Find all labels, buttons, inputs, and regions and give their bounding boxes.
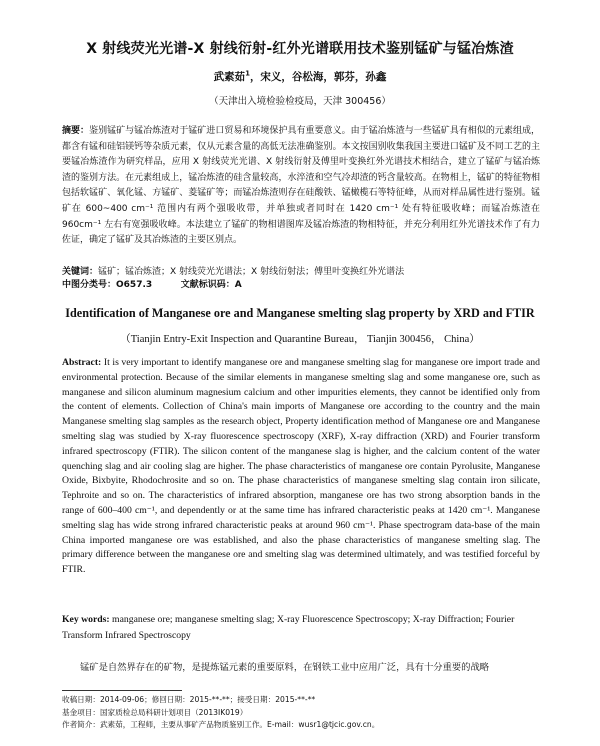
chinese-title: X 射线荧光光谱-X 射线衍射-红外光谱联用技术鉴别锰矿与锰冶炼渣 <box>86 41 514 57</box>
author-list <box>0 69 600 84</box>
author-affiliation-mark: 1 <box>245 69 250 78</box>
chinese-affiliation: （天津出入境检验检疫局，天津 300456） <box>209 96 391 107</box>
english-title: Identification of Manganese ore and Manganese smelting slag property by XRD and FTIR <box>65 306 535 320</box>
co-authors: ，宋义，谷松海，郭芬，孙鑫 <box>249 71 387 83</box>
chinese-keywords-text: 锰矿；锰冶炼渣；X 射线荧光光谱法；X 射线衍射法；傅里叶变换红外光谱法 <box>98 267 405 277</box>
doc-code-value: A <box>234 280 242 290</box>
introduction-paragraph <box>62 660 540 675</box>
introduction-text: 锰矿是自然界存在的矿物，是提炼锰元素的重要原料，在钢铁工业中应用广泛，具有十分重要的战略 <box>80 662 490 673</box>
doc-code-label: 文献标识码： <box>180 280 235 290</box>
classification-line <box>62 278 540 293</box>
english-abstract-label: Abstract: <box>62 357 102 368</box>
class-number-value: O657.3 <box>116 280 153 290</box>
english-keywords-label: Key words: <box>62 614 110 625</box>
footnote-dates: 收稿日期：2014-09-06；修回日期：2015-**-**；接受日期：2015-**-** <box>62 695 316 704</box>
english-abstract <box>62 356 540 578</box>
english-keywords-text: manganese ore; manganese smelting slag; X-ray Fluorescence Spectroscopy; X-ray Diffraction; Fourier Transform Infrared Spectroscopy <box>62 614 515 641</box>
footnote-author: 作者简介：武素茹，工程师，主要从事矿产品物质鉴别工作。E-mail：wusr1@tjcic.gov.cn。 <box>62 720 380 729</box>
english-affiliation: （Tianjin Entry-Exit Inspection and Quarantine Bureau， Tianjin 300456， China） <box>120 334 480 345</box>
footnote-fund: 基金项目：国家质检总局科研计划项目（2013IK019） <box>62 707 248 717</box>
english-abstract-text: It is very important to identify manganese ore and manganese smelting slag for manganese ore import trade and environmental protection. Because of the similar elements in manganese smelting slag and some manganese ore, such as manganese and silicon aluminum magnesium calcium and other impurities elements, they cannot be identified only from the content of elements. Collection of China's main imports of Manganese ore according to the country and the main Manganese smelting slag samples as the research object, Property identification method of Manganese ore and Manganese smelting slag was studied by X-ray fluorescence spectroscopy (XRF), X-ray diffraction (XRD) and Fourier transform infrared spectroscopy (FTIR). The silicon content of the manganese slag is higher, and the calcium content of the water quenching slag and air cooling slag are higher. The phase characteristics of manganese ore contain Pyrolusite, Manganese Oxide, Bixbyite, Rhodochrosite and so on. The phase characteristics of manganese smelting slag contain iron silicate, Tephroite and so on. The characteristics of infrared absorption, manganese ore has two strong absorption bands in the range of 600–400 cm⁻¹, and dependently or at the same time has infrared characteristic peaks at 1420 cm⁻¹. Manganese smelting slag has wide strong infrared characteristic peaks at around 960 cm⁻¹. Phase spectrogram data-base of the main China imported manganese ore was established, and also the phase characteristics of manganese smelting slag. The primary difference between the manganese ore and smelting slag was determined ultimately, and was testified forceful by FTIR. <box>62 357 540 576</box>
chinese-abstract <box>62 124 540 249</box>
first-author: 武素茹 <box>213 71 246 83</box>
chinese-abstract-label: 摘要： <box>62 126 90 136</box>
footnote-divider <box>62 690 182 691</box>
footnotes <box>62 694 540 732</box>
class-number-label: 中图分类号： <box>62 280 117 290</box>
chinese-abstract-text: 鉴别锰矿与锰冶炼渣对于锰矿进口贸易和环境保护具有重要意义。由于锰冶炼渣与一些锰矿具有相似的元素组成，都含有锰和硅铝镁钙等杂质元素，仅从元素含量的高低无法准确鉴别。本文按国别收集我国主要进口锰矿及不同工艺的主要锰冶炼渣作为研究样品，应用 X 射线荧光光谱、X 射线衍射及傅里叶变换红外光谱技术相结合，建立了锰矿与锰冶炼渣的鉴别方法。在元素组成上，锰冶炼渣的硅含量较高，水淬渣和空气冷却渣的钙含量较高。在物相上，锰矿的特征物相包括软锰矿、氧化锰、方锰矿、菱锰矿等；而锰冶炼渣则存在硅酸铁、锰橄榄石等特征峰，从而对样品属性进行鉴别。锰矿在 600~400 cm⁻¹ 范围内有两个强吸收带，并单独或者同时在 1420 cm⁻¹ 处有特征吸收峰；而锰冶炼渣在 960cm⁻¹ 左右有宽强吸收峰。本法建立了锰矿的物相谱图库及锰冶炼渣的物相特征，并充分利用红外光谱技术作了有力佐证，确定了锰矿及其冶炼渣的主要区别点。 <box>62 126 540 246</box>
chinese-keywords-label: 关键词： <box>62 267 99 277</box>
english-keywords <box>62 612 540 643</box>
